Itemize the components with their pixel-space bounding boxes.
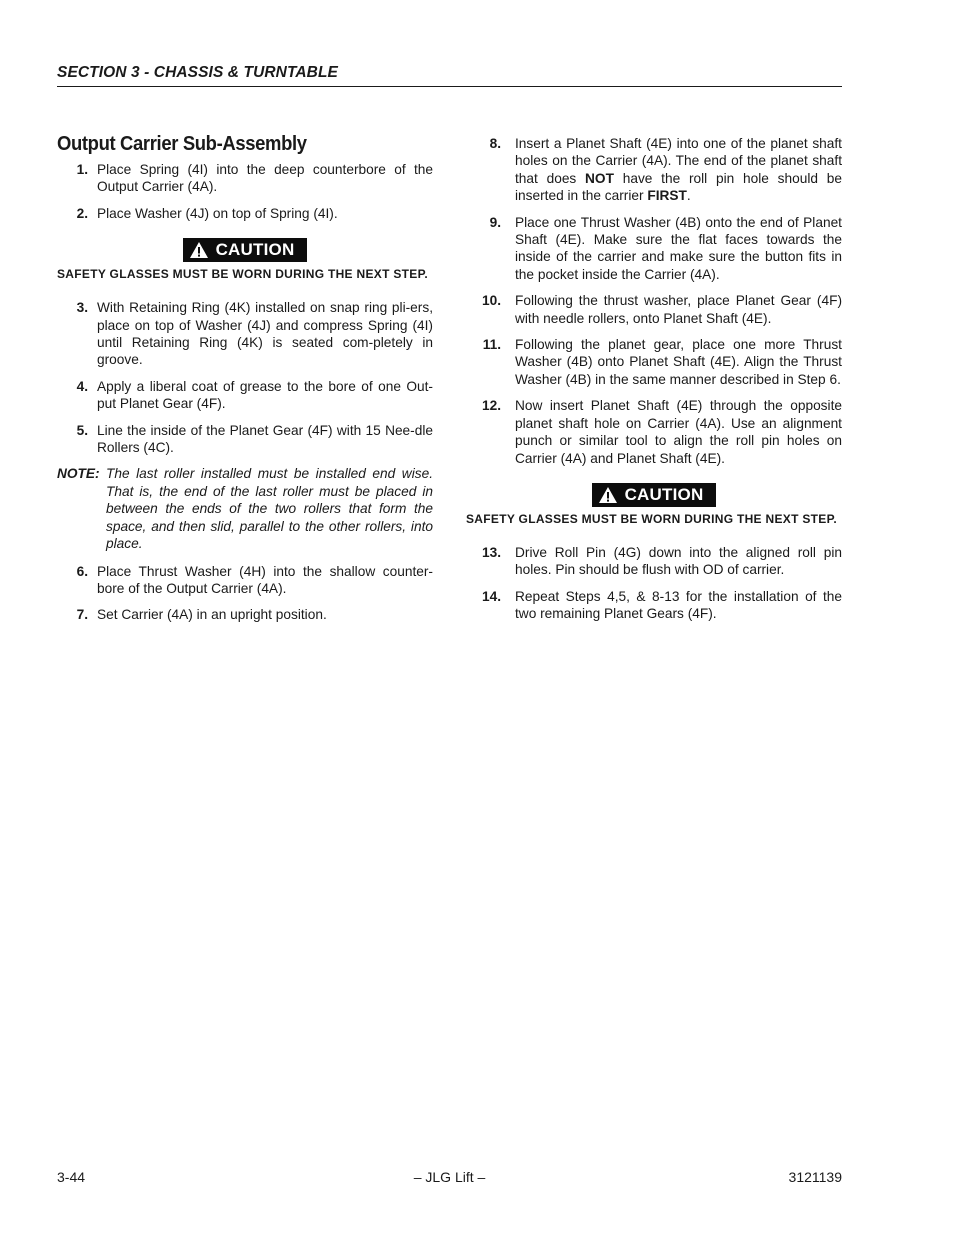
step-number: 6.	[76, 563, 88, 579]
step-number: 8.	[489, 136, 501, 151]
step-number: 2.	[76, 205, 88, 221]
section-title: Output Carrier Sub-Assembly	[57, 132, 307, 155]
note	[57, 465, 433, 552]
step-number: 4.	[76, 378, 88, 394]
step-number: 11.	[482, 337, 501, 353]
step-number: 14.	[481, 588, 501, 604]
document-number: 3121139	[788, 1169, 842, 1185]
emphasis: NOT	[585, 170, 614, 186]
step-12	[466, 397, 842, 467]
caution-badge	[183, 238, 308, 262]
step-1	[57, 161, 433, 196]
step-text	[515, 135, 842, 205]
step-13	[466, 544, 842, 579]
step-text: Place one Thrust Washer (4B) onto the end of Planet Shaft (4E). Make sure the flat faces towards the inside of the carrier and make sure the button fits in the pocket inside the Carrier (4A).	[515, 214, 842, 282]
note-text: The last roller installed must be installed end wise. That is, the end of the last roller must be placed in between the ends of the two rollers that form the space, and then slid, parallel to the other rollers, into place.	[106, 466, 433, 552]
step-6	[57, 563, 433, 598]
step-number: 3.	[76, 300, 88, 316]
emphasis: FIRST	[647, 188, 687, 204]
page-number: 3-44	[57, 1169, 86, 1185]
step-8	[466, 135, 842, 205]
step-14	[466, 588, 842, 623]
caution-text: SAFETY GLASSES MUST BE WORN DURING THE NEXT STEP.	[466, 511, 837, 526]
step-text: Set Carrier (4A) in an upright position.	[97, 607, 327, 623]
step-text-part: have the roll pin hole should be inserted in the carrier	[515, 170, 842, 204]
step-4	[57, 378, 433, 413]
step-9	[466, 214, 842, 284]
caution-badge	[592, 483, 717, 507]
step-text: Place Thrust Washer (4H) into the shallow counter-bore of the Output Carrier (4A).	[97, 563, 433, 596]
section-header-title: SECTION 3 - CHASSIS & TURNTABLE	[57, 64, 338, 81]
page-header	[57, 64, 842, 87]
step-number: 5.	[76, 422, 88, 438]
step-text: Following the thrust washer, place Planet Gear (4F) with needle rollers, onto Planet Shaft (4E).	[515, 293, 842, 326]
caution-box	[466, 483, 842, 507]
step-number: 1.	[76, 162, 88, 177]
step-text: Place Spring (4I) into the deep counterbore of the Output Carrier (4A).	[97, 162, 433, 195]
footer-brand: – JLG Lift –	[413, 1169, 486, 1185]
step-3	[57, 299, 433, 369]
step-number: 7.	[76, 607, 88, 623]
step-number: 10.	[481, 293, 501, 309]
step-text: Following the planet gear, place one more Thrust Washer (4B) onto Planet Shaft (4E). Align the Thrust Washer (4B) in the same manner described in Step 6.	[515, 337, 842, 387]
step-number: 9.	[489, 214, 501, 230]
caution-text: SAFETY GLASSES MUST BE WORN DURING THE NEXT STEP.	[57, 267, 428, 282]
step-number: 13.	[481, 544, 501, 560]
step-7	[57, 606, 433, 623]
caution-box	[57, 238, 433, 262]
step-text: With Retaining Ring (4K) installed on snap ring pli-ers, place on top of Washer (4J) and compress Spring (4I) until Retaining Ring (4K) is seated com-pletely in groove.	[97, 300, 433, 368]
right-column	[466, 135, 842, 632]
step-text: Repeat Steps 4,5, & 8-13 for the installation of the two remaining Planet Gears (4F).	[515, 588, 842, 622]
step-10	[466, 292, 842, 327]
step-11	[466, 336, 842, 388]
caution-label: CAUTION	[624, 484, 704, 504]
step-5	[57, 422, 433, 457]
caution-label: CAUTION	[215, 240, 295, 260]
step-number: 12.	[481, 398, 501, 414]
step-text: Drive Roll Pin (4G) down into the aligned roll pin holes. Pin should be flush with OD of carrier.	[515, 544, 842, 578]
step-text: Line the inside of the Planet Gear (4F) with 15 Nee-dle Rollers (4C).	[97, 422, 433, 456]
note-label: NOTE:	[57, 466, 100, 482]
step-text: Now insert Planet Shaft (4E) through the opposite planet shaft hole on Carrier (4A). Use an alignment punch or similar tool to align the roll pin holes on Carrier (4A) and Planet Shaft (4E).	[515, 398, 842, 466]
warning-triangle-icon	[598, 486, 618, 504]
step-text-part: Insert a Planet Shaft (4E) into one of the planet shaft holes on the Carrier (4A). The end of the planet shaft that does	[515, 136, 842, 186]
warning-triangle-icon	[189, 241, 209, 259]
step-text-part: .	[686, 188, 691, 204]
step-text: Place Washer (4J) on top of Spring (4I).	[97, 205, 338, 221]
left-column	[57, 132, 433, 633]
step-text: Apply a liberal coat of grease to the bore of one Out-put Planet Gear (4F).	[97, 378, 433, 412]
step-2	[57, 205, 433, 222]
page-footer	[57, 1169, 842, 1189]
